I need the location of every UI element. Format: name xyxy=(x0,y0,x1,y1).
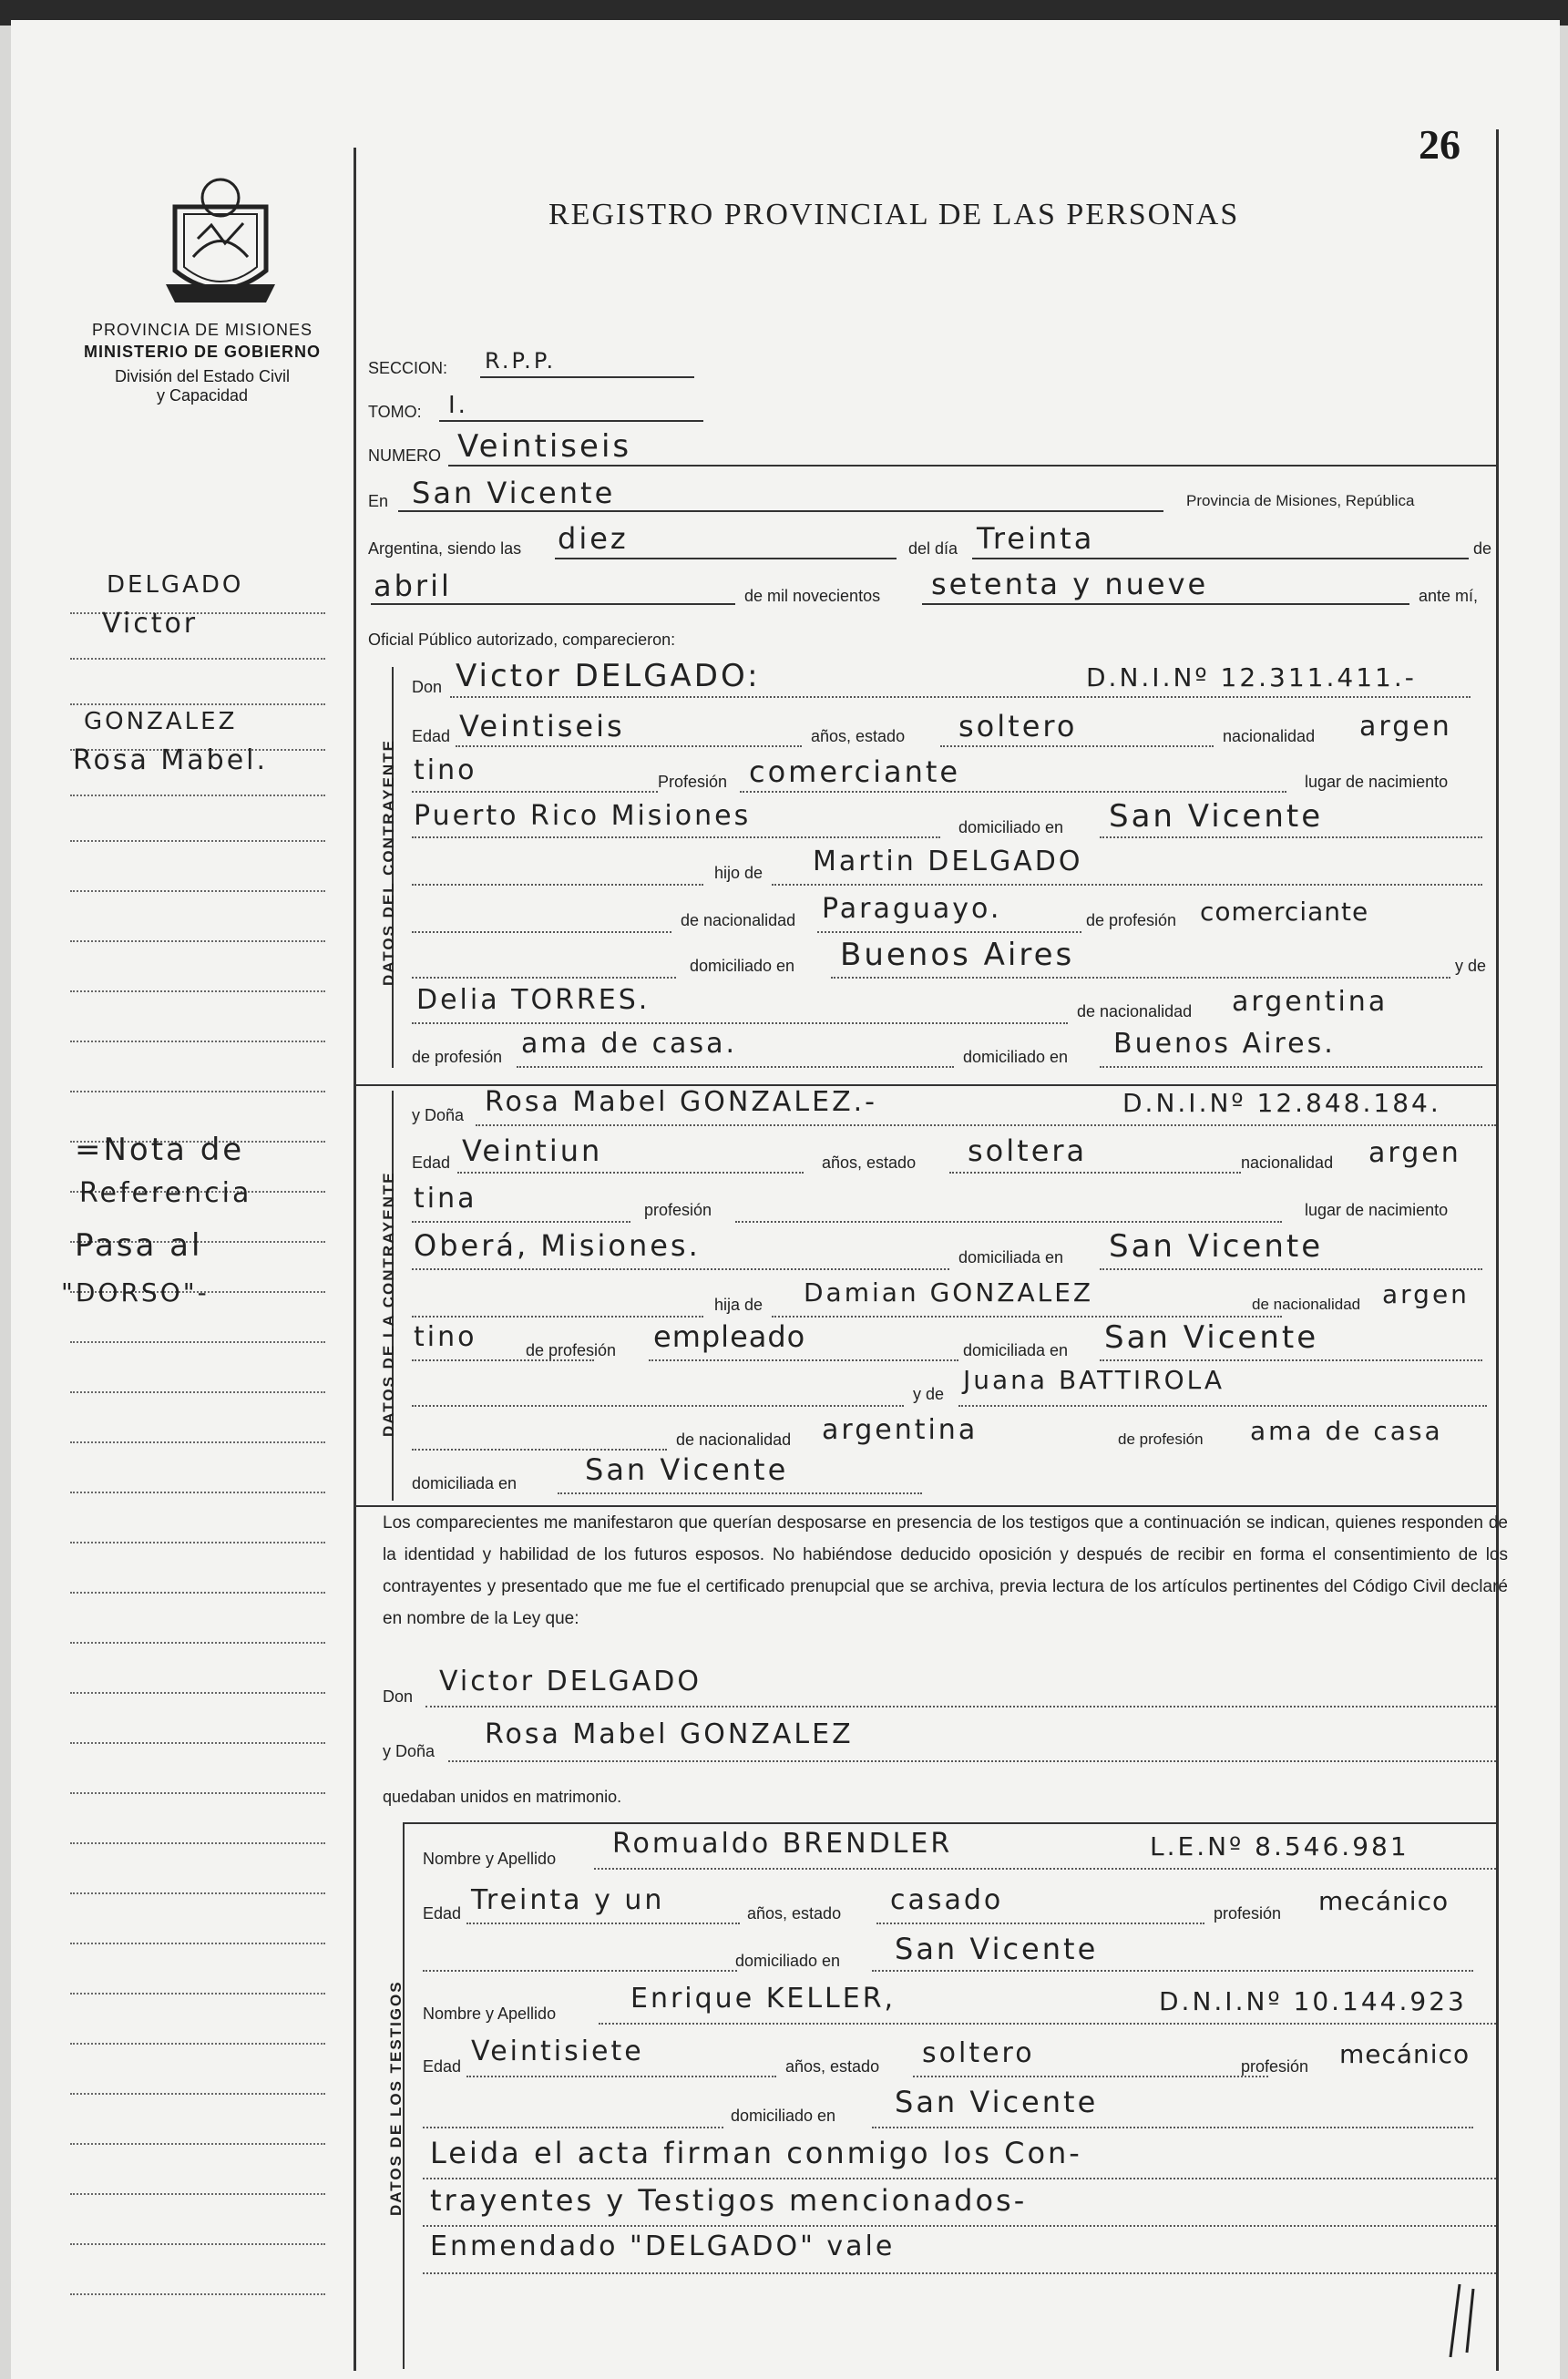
mes-value: abril xyxy=(374,569,452,603)
t1-estado: casado xyxy=(890,1884,1004,1916)
document-page xyxy=(11,20,1560,2379)
t2-prof-label: profesión xyxy=(1241,2057,1309,2076)
margin-surname-2: GONZALEZ xyxy=(84,708,238,735)
c1-madre-dom-label: domiciliado en xyxy=(963,1048,1069,1066)
c1-domicilio: San Vicente xyxy=(1109,798,1324,835)
c1-nombre: Victor DELGADO: xyxy=(456,658,761,694)
t1-prof: mecánico xyxy=(1318,1886,1450,1916)
margin-firstname-2: Rosa Mabel. xyxy=(73,744,269,776)
seccion-label: SECCION: xyxy=(368,359,448,377)
c1-nacionalidad-1: argen xyxy=(1359,711,1452,743)
c1-padre-prof-label: de profesión xyxy=(1086,911,1177,929)
dia-value: Treinta xyxy=(977,521,1095,556)
t1-prof-label: profesión xyxy=(1214,1904,1282,1923)
t2-doc: D.N.I.Nº 10.144.923 xyxy=(1159,1986,1467,2016)
provincia-text: Provincia de Misiones, República xyxy=(1186,492,1415,509)
c2-padre-prof: empleado xyxy=(653,1319,806,1354)
testigos-closing-1: Leida el acta firman conmigo los Con- xyxy=(430,2136,1082,2170)
c1-padre-dom: Buenos Aires xyxy=(840,937,1075,973)
decl-dona-value: Rosa Mabel GONZALEZ xyxy=(485,1718,854,1750)
c1-madre: Delia TORRES. xyxy=(416,984,651,1016)
c1-edad: Veintiseis xyxy=(459,709,625,743)
c1-lugar-label: lugar de nacimiento xyxy=(1305,773,1449,791)
margin-surname-1: DELGADO xyxy=(107,571,244,599)
c1-padre-dom-label: domiciliado en xyxy=(690,957,795,975)
c1-profesion: comerciante xyxy=(749,754,961,789)
decl-don-label: Don xyxy=(383,1687,414,1706)
c2-dona-label: y Doña xyxy=(412,1106,465,1124)
c1-hijo-label: hijo de xyxy=(714,864,764,882)
c2-madre-prof-label: de profesión xyxy=(1118,1430,1204,1448)
margin-note-1: =Nota de xyxy=(75,1132,245,1168)
seccion-value: R.P.P. xyxy=(485,348,557,374)
c2-madre-nac: argentina xyxy=(822,1414,979,1446)
c1-padre-nac: Paraguayo. xyxy=(822,893,1002,925)
decl-don-value: Victor DELGADO xyxy=(439,1666,702,1697)
numero-label: NUMERO xyxy=(368,446,441,465)
signature-mark-icon xyxy=(1432,2280,1487,2362)
tomo-label: TOMO: xyxy=(368,403,422,421)
c2-padre-dom-label: domiciliada en xyxy=(963,1341,1069,1359)
c1-madre-prof: ama de casa. xyxy=(521,1028,737,1060)
t2-anios-label: años, estado xyxy=(785,2057,880,2076)
t2-nombre: Enrique KELLER, xyxy=(630,1983,897,2015)
margin-note-3: Pasa al xyxy=(75,1227,203,1264)
mil-label: de mil novecientos xyxy=(744,587,881,605)
c2-nacionalidad-2: tina xyxy=(414,1183,477,1215)
c1-don-label: Don xyxy=(412,678,443,696)
en-label: En xyxy=(368,492,389,510)
c2-madre-dom: San Vicente xyxy=(585,1452,789,1487)
column-divider xyxy=(354,148,356,2371)
t1-anios-label: años, estado xyxy=(747,1904,842,1923)
c1-madre-dom: Buenos Aires. xyxy=(1113,1028,1336,1060)
c2-nacionalidad-label: nacionalidad xyxy=(1241,1154,1334,1172)
numero-value: Veintiseis xyxy=(457,428,632,465)
c2-edad: Veintiun xyxy=(462,1133,603,1168)
argentina-text: Argentina, siendo las xyxy=(368,539,522,558)
c2-dni: D.N.I.Nº 12.848.184. xyxy=(1122,1088,1441,1118)
c2-y-de-label: y de xyxy=(913,1385,945,1403)
provincial-seal-icon xyxy=(157,170,284,316)
t1-nombre-label: Nombre y Apellido xyxy=(423,1850,557,1868)
c1-nacionalidad-label: nacionalidad xyxy=(1223,727,1316,745)
tomo-value: I. xyxy=(448,392,468,419)
t2-nombre-label: Nombre y Apellido xyxy=(423,2005,557,2023)
t2-estado: soltero xyxy=(922,2037,1035,2069)
c2-nacionalidad-1: argen xyxy=(1368,1137,1461,1169)
testigos-side-label: DATOS DE LOS TESTIGOS xyxy=(387,1980,405,2216)
c2-padre-nac-label: de nacionalidad xyxy=(1252,1296,1361,1313)
decl-closing: quedaban unidos en matrimonio. xyxy=(383,1788,622,1806)
division-line-1: División del Estado Civil xyxy=(114,367,291,385)
testigos-closing-2: trayentes y Testigos mencionados- xyxy=(430,2183,1028,2218)
testigos-closing-3: Enmendado "DELGADO" vale xyxy=(430,2230,896,2262)
c1-y-de-label: y de xyxy=(1455,957,1487,975)
c2-madre: Juana BATTIROLA xyxy=(963,1365,1225,1395)
c1-domiciliado-label: domiciliado en xyxy=(958,818,1064,836)
decl-dona-label: y Doña xyxy=(383,1742,436,1760)
c1-nacionalidad-2: tino xyxy=(414,754,477,786)
c2-edad-label: Edad xyxy=(412,1154,451,1172)
margin-note-4: "DORSO"- xyxy=(61,1277,210,1307)
division-line-2: y Capacidad xyxy=(156,386,249,405)
c2-hija-label: hija de xyxy=(714,1296,764,1314)
c2-padre-nac-2: tino xyxy=(414,1321,477,1353)
c1-anios-label: años, estado xyxy=(811,727,906,745)
c2-madre-dom-label: domiciliada en xyxy=(412,1474,518,1492)
province-name: PROVINCIA DE MISIONES xyxy=(91,321,313,339)
document-title: REGISTRO PROVINCIAL DE LAS PERSONAS xyxy=(548,198,1240,231)
c1-padre-prof: comerciante xyxy=(1200,897,1369,927)
c1-estado: soltero xyxy=(958,709,1078,743)
c2-padre: Damian GONZALEZ xyxy=(804,1277,1094,1307)
c1-profesion-label: Profesión xyxy=(658,773,728,791)
c2-padre-dom: San Vicente xyxy=(1104,1319,1319,1356)
t1-dom-label: domiciliado en xyxy=(735,1952,841,1970)
t1-dom: San Vicente xyxy=(895,1932,1099,1966)
c1-padre: Martin DELGADO xyxy=(813,846,1083,877)
t2-prof: mecánico xyxy=(1339,2039,1471,2069)
de-label: de xyxy=(1473,539,1492,558)
margin-firstname-1: Victor xyxy=(102,608,199,640)
declaration-text: Los comparecientes me manifestaron que querían desposarse en presencia de los testigos que a continuación se indican, quienes responden de la identidad y habilidad de los futuros esposos. No habiéndose deducido oposición y después de recibir en forma el consentimiento de los contrayentes y presentado que me fue el certificado prenupcial que se archiva, previa lectura de los artículos pertinentes del Código Civil declaré en nombre de la Ley que: xyxy=(383,1513,1508,1628)
ante-mi: ante mí, xyxy=(1419,587,1479,605)
c2-nombre: Rosa Mabel GONZALEZ.- xyxy=(485,1086,877,1118)
c1-madre-prof-label: de profesión xyxy=(412,1048,503,1066)
oficial-text: Oficial Público autorizado, comparecieron: xyxy=(368,631,676,649)
t1-edad-label: Edad xyxy=(423,1904,462,1923)
c1-dni: D.N.I.Nº 12.311.411.- xyxy=(1086,662,1417,692)
en-value: San Vicente xyxy=(412,476,616,510)
c2-madre-nac-label: de nacionalidad xyxy=(676,1430,792,1449)
anio-value: setenta y nueve xyxy=(931,567,1209,601)
hora-value: diez xyxy=(558,521,629,556)
c2-padre-prof-label: de profesión xyxy=(526,1341,617,1359)
c1-padre-nac-label: de nacionalidad xyxy=(681,911,796,929)
margin-note-2: Referencia xyxy=(79,1177,252,1209)
t1-edad: Treinta y un xyxy=(471,1884,665,1916)
c1-lugar: Puerto Rico Misiones xyxy=(414,800,752,832)
t2-edad-label: Edad xyxy=(423,2057,462,2076)
t2-edad: Veintisiete xyxy=(471,2035,644,2067)
t1-doc: L.E.Nº 8.546.981 xyxy=(1150,1831,1409,1861)
t1-nombre: Romualdo BRENDLER xyxy=(612,1828,953,1860)
c2-domicilio: San Vicente xyxy=(1109,1228,1324,1265)
t2-dom: San Vicente xyxy=(895,2085,1099,2119)
c2-padre-nac-1: argen xyxy=(1382,1279,1470,1309)
right-border xyxy=(1496,129,1499,2371)
del-dia-label: del día xyxy=(908,539,958,558)
c1-madre-nac-label: de nacionalidad xyxy=(1077,1002,1193,1020)
c2-domiciliada-label: domiciliada en xyxy=(958,1248,1064,1266)
contrayente2-side-label: DATOS DE LA CONTRAYENTE xyxy=(380,1171,397,1437)
ministry-name: MINISTERIO DE GOBIERNO xyxy=(83,343,322,361)
c2-anios-label: años, estado xyxy=(822,1154,917,1172)
t2-dom-label: domiciliado en xyxy=(731,2107,836,2125)
c2-lugar: Oberá, Misiones. xyxy=(414,1228,701,1263)
c2-profesion-label: profesión xyxy=(644,1201,712,1219)
c2-estado: soltera xyxy=(968,1133,1088,1168)
c1-edad-label: Edad xyxy=(412,727,451,745)
c1-madre-nac: argentina xyxy=(1232,986,1389,1018)
page-number: 26 xyxy=(1419,121,1460,168)
contrayente1-side-label: DATOS DEL CONTRAYENTE xyxy=(380,739,397,986)
c2-madre-prof: ama de casa xyxy=(1250,1416,1443,1446)
c2-lugar-label: lugar de nacimiento xyxy=(1305,1201,1449,1219)
